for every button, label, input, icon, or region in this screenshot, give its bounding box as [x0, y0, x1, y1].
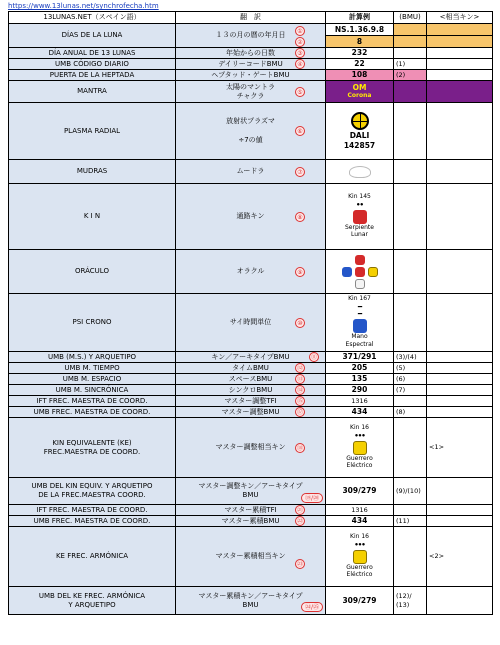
table-header-row: [9, 12, 493, 24]
row-label-es: MANTRA: [9, 81, 176, 103]
row-label-es: UMB FREC. MAESTRA DE COORD.: [9, 407, 176, 418]
kin-cell: [427, 363, 493, 374]
row-label-jp: [176, 587, 326, 615]
row-label-jp: [176, 184, 326, 250]
bmu-cell: (6): [394, 374, 427, 385]
row-label-es: [9, 418, 176, 478]
row-label-jp: [176, 385, 326, 396]
oracle-guide-icon: [355, 255, 365, 265]
value-cell: [326, 81, 394, 103]
bmu-cell: [394, 294, 427, 352]
bmu-cell: (9)/(10): [394, 478, 427, 505]
table-row: [9, 407, 493, 418]
value-cell: 135: [326, 374, 394, 385]
row-label-jp-text: ÷7の値: [238, 136, 263, 144]
kin-cell: [427, 385, 493, 396]
kin-title: Kin 145: [348, 192, 371, 200]
row-label-jp: [176, 24, 326, 48]
kin-cell: [427, 81, 493, 103]
row-label-jp-text: マスター調整BMU: [221, 407, 280, 416]
row-label-es: PLASMA RADIAL: [9, 103, 176, 160]
tone-dots-icon: •••: [354, 431, 365, 440]
row-label-es: K I N: [9, 184, 176, 250]
row-label-jp-text: マスター調整相当キン: [215, 443, 286, 452]
row-label-es-line: FREC.MAESTRA DE COORD.: [43, 447, 141, 456]
kin-cell: [427, 48, 493, 59]
row-label-es: KE FREC. ARMÓNICA: [9, 527, 176, 587]
value-cell: 108: [326, 70, 394, 81]
kin-cell: [427, 294, 493, 352]
number-badge: ⑨: [295, 267, 305, 277]
bmu-cell: [394, 81, 427, 103]
row-label-jp: [176, 418, 326, 478]
tone-dots-icon: ••: [356, 200, 363, 209]
row-label-jp-text: デイリーコードBMU: [218, 59, 283, 68]
plasma-value: 142857: [343, 141, 376, 150]
row-label-jp: [176, 48, 326, 59]
row-label-jp: [176, 160, 326, 184]
row-label-jp: [176, 396, 326, 407]
row-label-jp-text: スペースBMU: [228, 374, 273, 383]
row-label-jp-text: ムードラ: [236, 167, 265, 176]
row-label-es: MUDRAS: [9, 160, 176, 184]
header-equivalent-kin: <相当キン>: [427, 12, 493, 24]
bmu-cell: [394, 505, 427, 516]
row-label-es: UMB M. SINCRÓNICA: [9, 385, 176, 396]
row-label-es: ORÁCULO: [9, 250, 176, 294]
value-cell: [326, 294, 394, 352]
bmu-line: (12)/: [396, 592, 412, 601]
kin-seal-name: Guerrero: [346, 454, 373, 462]
row-label-jp-text: マスター累積相当キン: [215, 552, 286, 561]
row-label-es: UMB M. ESPACIO: [9, 374, 176, 385]
kin-cell: [427, 505, 493, 516]
bmu-cell: (7): [394, 385, 427, 396]
kin-tone-name: Espectral: [345, 340, 374, 348]
number-badge: ⑫: [296, 365, 303, 372]
value-cell: 309/279: [326, 478, 394, 505]
value-cell: [326, 418, 394, 478]
row-label-jp-text: マスター調整TFI: [224, 396, 277, 405]
row-label-es: PUERTA DE LA HEPTADA: [9, 70, 176, 81]
kin-tone-name: Eléctrico: [346, 571, 373, 579]
kin-cell: <2>: [427, 527, 493, 587]
table-row: [9, 294, 493, 352]
table-row: [9, 396, 493, 407]
value-cell: 434: [326, 516, 394, 527]
bmu-cell: [394, 418, 427, 478]
kin-cell: [427, 103, 493, 160]
bmu-cell: [394, 103, 427, 160]
bmu-cell: [394, 24, 427, 36]
table-row: [9, 374, 493, 385]
table-row: [9, 527, 493, 587]
kin-title: Kin 16: [350, 532, 369, 540]
header-example: 計算例: [326, 12, 394, 24]
row-label-jp: [176, 352, 326, 363]
bmu-cell: (1): [394, 59, 427, 70]
table-row: [9, 505, 493, 516]
kin-cell: [427, 70, 493, 81]
kin-cell: [427, 374, 493, 385]
number-badge: ⑬: [296, 376, 303, 383]
row-label-jp: [176, 374, 326, 385]
bmu-cell: [394, 527, 427, 587]
bmu-cell: [394, 48, 427, 59]
number-badge: ⑩: [295, 318, 305, 328]
kin-cell: [427, 59, 493, 70]
value-cell: 434: [326, 407, 394, 418]
source-url-link[interactable]: https://www.13lunas.net/synchrofecha.htm: [8, 2, 159, 10]
row-label-jp: ヘプタッド・ゲートBMU: [176, 70, 326, 81]
row-label-es: [9, 587, 176, 615]
table-row: [9, 24, 493, 36]
bmu-cell: [394, 160, 427, 184]
value-cell: [326, 250, 394, 294]
row-label-jp: [176, 59, 326, 70]
value-cell: [326, 527, 394, 587]
bmu-cell: (11): [394, 516, 427, 527]
tone-bars-icon: ━ ━: [357, 303, 362, 319]
kin-cell: [427, 36, 493, 48]
chakra-value: Corona: [347, 91, 372, 99]
value-cell: [326, 103, 394, 160]
value-cell: 371/291: [326, 352, 394, 363]
table-row: [9, 184, 493, 250]
value-cell: 205: [326, 363, 394, 374]
row-label-es-line: UMB DEL KIN EQUIV. Y ARQUETIPO: [31, 482, 153, 491]
kin-cell: [427, 478, 493, 505]
row-label-jp-text: マスター累積BMU: [221, 516, 280, 525]
table-row: [9, 516, 493, 527]
row-label-jp-text: サイ時間単位: [229, 318, 272, 327]
row-label-es: UMB FREC. MAESTRA DE COORD.: [9, 516, 176, 527]
oracle-antipode-icon: [342, 267, 352, 277]
row-label-jp-text: オラクル: [236, 267, 265, 276]
table-row: [9, 385, 493, 396]
row-label-jp: [176, 363, 326, 374]
row-label-jp-text: 放射状プラズマ: [226, 117, 275, 126]
row-label-jp-text: BMU: [242, 600, 259, 609]
number-badge: ⑦: [295, 167, 305, 177]
table-row: [9, 587, 493, 615]
value-cell: 8: [326, 36, 394, 48]
tone-dots-icon: •••: [354, 540, 365, 549]
header-source: 13LUNAS.NET（スペイン語）: [9, 12, 176, 24]
plasma-dali-icon: [351, 112, 369, 130]
kin-cell: [427, 160, 493, 184]
row-label-jp-text: 年始からの日数: [226, 48, 275, 57]
value-cell: NS.1.36.9.8: [326, 24, 394, 36]
row-label-es: PSI CRONO: [9, 294, 176, 352]
row-label-jp: [176, 103, 326, 160]
number-badge: ②: [295, 37, 305, 47]
row-label-jp-text: マスター累積キン／アーキタイプ: [198, 591, 303, 600]
table-row: [9, 418, 493, 478]
table-row: [9, 478, 493, 505]
number-badge: ⑱: [296, 444, 303, 452]
number-badge: ⑥: [295, 126, 305, 136]
row-label-es-line: KIN EQUIVALENTE (KE): [52, 438, 132, 447]
row-label-jp: [176, 250, 326, 294]
table-row: [9, 160, 493, 184]
number-badge: ⑭: [296, 387, 303, 394]
table-row: [9, 70, 493, 81]
number-badge: ⑲/⑳: [301, 493, 323, 503]
bmu-cell: (2): [394, 70, 427, 81]
number-badge: ㉑: [296, 507, 303, 514]
calculation-table: [8, 11, 493, 615]
plasma-name: DALI: [349, 130, 370, 140]
row-label-jp-text: チャクラ: [236, 91, 265, 100]
row-label-es: IFT FREC. MAESTRA DE COORD.: [9, 505, 176, 516]
number-badge: ⑧: [295, 212, 305, 222]
bmu-cell: [394, 396, 427, 407]
row-label-jp-text: キン／アーキタイプBMU: [211, 352, 290, 361]
kin-cell: [427, 352, 493, 363]
bmu-cell: [394, 184, 427, 250]
bmu-cell: (5): [394, 363, 427, 374]
oracle-occult-icon: [355, 279, 365, 289]
row-label-jp: [176, 527, 326, 587]
kin-seal-name: Mano: [351, 333, 368, 341]
oracle-destiny-icon: [355, 267, 365, 277]
kin-seal-name: Serpiente: [345, 223, 374, 231]
row-label-jp-text: BMU: [242, 491, 259, 499]
row-label-es: IFT FREC. MAESTRA DE COORD.: [9, 396, 176, 407]
kin-seal-name: Guerrero: [346, 563, 373, 571]
row-label-jp: [176, 516, 326, 527]
row-label-es: DÍAS DE LA LUNA: [9, 24, 176, 48]
bmu-cell: [394, 250, 427, 294]
row-label-jp: [176, 81, 326, 103]
kin-title: Kin 167: [348, 295, 371, 303]
number-badge: ④: [295, 59, 305, 69]
value-cell: [326, 160, 394, 184]
row-label-es: UMB CÓDIGO DIARIO: [9, 59, 176, 70]
number-badge: ⑪: [310, 354, 317, 361]
number-badge: ㉒: [296, 518, 303, 525]
row-label-es: UMB M. TIEMPO: [9, 363, 176, 374]
value-cell: 1316: [326, 396, 394, 407]
value-cell: 290: [326, 385, 394, 396]
value-cell: 232: [326, 48, 394, 59]
kin-cell: [427, 250, 493, 294]
value-cell: 1316: [326, 505, 394, 516]
row-label-jp-text: タイムBMU: [232, 363, 269, 372]
kin-cell: [427, 587, 493, 615]
row-label-jp-text: １３の月の暦の年月日: [215, 31, 286, 40]
warrior-seal-icon: [353, 550, 367, 564]
mantra-value: OM: [352, 83, 367, 93]
table-row: [9, 81, 493, 103]
warrior-seal-icon: [353, 441, 367, 455]
number-badge: ㉓: [296, 560, 303, 568]
row-label-jp: [176, 478, 326, 505]
value-cell: [326, 184, 394, 250]
mudra-icon: [349, 166, 371, 178]
serpent-seal-icon: [353, 210, 367, 224]
row-label-es-line: Y ARQUETIPO: [68, 600, 116, 609]
kin-cell: [427, 396, 493, 407]
table-row: [9, 103, 493, 160]
table-row: [9, 352, 493, 363]
number-badge: ①: [295, 26, 305, 36]
kin-cell: [427, 407, 493, 418]
kin-tone-name: Eléctrico: [346, 462, 373, 470]
row-label-es: [9, 478, 176, 505]
number-badge: ⑰: [296, 409, 303, 416]
bmu-cell: (8): [394, 407, 427, 418]
value-cell: 22: [326, 59, 394, 70]
kin-tone-name: Lunar: [351, 231, 368, 239]
kin-cell: [427, 184, 493, 250]
hand-seal-icon: [353, 319, 367, 333]
number-badge: ⑤: [295, 87, 305, 97]
number-badge: ⑮: [296, 398, 303, 405]
number-badge: ㉔/㉕: [301, 602, 323, 612]
row-label-es-line: UMB DEL KE FREC. ARMÓNICA: [38, 591, 146, 600]
row-label-jp: [176, 407, 326, 418]
header-bmu: (BMU): [394, 12, 427, 24]
oracle-analog-icon: [368, 267, 378, 277]
table-row: [9, 59, 493, 70]
row-label-es: UMB (M.S.) Y ARQUETIPO: [9, 352, 176, 363]
value-cell: 309/279: [326, 587, 394, 615]
bmu-cell: [394, 587, 427, 615]
kin-cell: [427, 516, 493, 527]
table-row: [9, 48, 493, 59]
bmu-cell: (3)/(4): [394, 352, 427, 363]
bmu-line: (13): [396, 600, 410, 609]
header-translation: 翻 訳: [176, 12, 326, 24]
kin-title: Kin 16: [350, 423, 369, 431]
row-label-es-line: DE LA FREC.MAESTRA COORD.: [38, 491, 146, 499]
oracle-cross-icon: [342, 255, 378, 289]
row-label-jp: [176, 505, 326, 516]
row-label-jp-text: 通路キン: [236, 212, 265, 221]
number-badge: ③: [295, 48, 305, 58]
kin-cell: [427, 24, 493, 36]
table-row: [9, 250, 493, 294]
row-label-jp: [176, 294, 326, 352]
row-label-es: DÍA ANUAL DE 13 LUNAS: [9, 48, 176, 59]
row-label-jp-text: マスター調整キン／アーキタイプ: [198, 482, 303, 491]
table-row: [9, 363, 493, 374]
bmu-cell: [394, 36, 427, 48]
kin-cell: <1>: [427, 418, 493, 478]
row-label-jp-text: マスター累積TFI: [224, 505, 277, 514]
row-label-jp-text: シンクロBMU: [228, 385, 273, 394]
row-label-jp-text: 太陽のマントラ: [226, 82, 275, 91]
